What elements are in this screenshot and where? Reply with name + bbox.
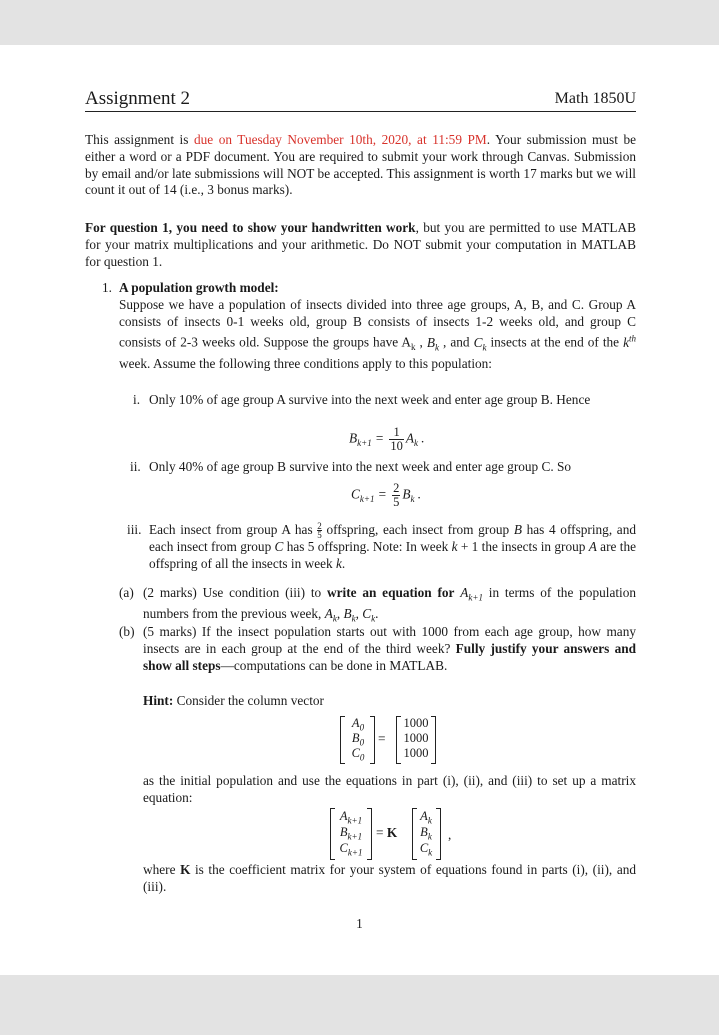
condition-iii: Each insect from group A has $\frac{2}{5}$ offspring, each insect from group B has 4 offspring, and each insect from group C has 5 offspring. Note: In week k + 1 the insects in group A are the offspring of all the insects in week k. [149, 521, 636, 572]
condition-i-label: i. [133, 392, 141, 407]
condition-i: Only 10% of age group A survive into the next week and enter age group B. Hence [149, 392, 591, 407]
question1-statement: A population growth model: Suppose we have a population of insects divided into three age groups, A, B, and C. Group A consists of insects 0-1 weeks old, group B consists of insects 1-2 weeks old, and group C consists of 2-3 weeks old. Suppose the groups have $A_k$ , $B_k$ , and $C_k$ insects at the end of the $k^{th}$ week. Assume the following three conditions apply to this population: [119, 280, 636, 372]
condition-ii: Only 40% of age group B survive into the next week and enter age group C. So [149, 459, 572, 474]
page-header [85, 88, 636, 112]
course-code: Math 1850U [554, 90, 636, 107]
condition-ii-label: ii. [130, 459, 141, 474]
initial-value-b: 1000 [403, 731, 429, 745]
due-date: due on Tuesday November 10th, 2020, at 11:59 PM [193, 132, 487, 147]
part-a-label: (a) [119, 585, 134, 600]
intro-paragraph: This assignment is due on Tuesday November 10th, 2020, at 11:59 PM. Your submission must be either a word or a PDF document. You are required to submit your work through Canvas. Submission by email and/or late submissions will NOT be accepted. This assignment is worth 17 marks but we will count it out of 14 (i.e., 3 bonus marks). [85, 132, 636, 198]
equals-k: = K [376, 825, 398, 840]
vector-a-k1: $A_{k+1}$ [339, 809, 363, 826]
vector-b-k: $B_k$ [420, 825, 432, 842]
vector-c-k1: $C_{k+1}$ [339, 841, 363, 858]
vector-c-k: $C_k$ [419, 841, 433, 858]
question1-instructions: For question 1, you need to show your handwritten work, but you are permitted to use MATLAB for your matrix multiplications and your arithmetic. Do NOT submit your computation in MATLAB for question 1. [85, 220, 637, 269]
equals-sign: = [378, 731, 386, 746]
assignment-title: Assignment 2 [85, 88, 191, 109]
after-vector-text: as the initial population and use the equations in part (i), (ii), and (iii) to set up a matrix equation: [143, 773, 636, 805]
question1-number: 1. [102, 280, 112, 295]
equation-c: $C_{k+1}$ = $\frac{2}{5}$ $B_k$ . [351, 481, 422, 509]
document-page [0, 45, 719, 975]
equation-comma: , [448, 827, 452, 842]
equation-b: $B_{k+1}$ = $\frac{1}{10}$ $A_k$ . [349, 425, 425, 453]
right-bracket [367, 808, 372, 860]
vector-b0: $B_0$ [351, 731, 365, 748]
initial-value-a: 1000 [403, 716, 429, 730]
part-b-label: (b) [119, 624, 135, 639]
vector-c0: $C_0$ [351, 746, 365, 763]
initial-value-c: 1000 [403, 746, 429, 760]
vector-a-k: $A_k$ [420, 809, 432, 826]
hint-line: Hint: Consider the column vector [143, 693, 324, 708]
right-bracket [436, 808, 441, 860]
header-rule [85, 111, 636, 112]
page-number: 1 [356, 916, 363, 931]
right-bracket [431, 716, 436, 764]
left-bracket [340, 716, 345, 764]
vector-b-k1: $B_{k+1}$ [339, 825, 363, 842]
part-b: (5 marks) If the insect population starts out with 1000 from each age group, how many insects are in each group at the end of the third week? Fully justify your answers and show all steps—computations can be done in MATLAB. [143, 624, 637, 673]
part-a: (2 marks) Use condition (iii) to write an equation for $A_{k+1}$ in terms of the population numbers from the previous week, $A_k$, $B_k$, $C_k$. [143, 585, 637, 625]
condition-iii-label: iii. [127, 522, 142, 537]
right-bracket [370, 716, 375, 764]
question1-title: A population growth model: [119, 280, 279, 295]
hint-label: Hint: [143, 693, 174, 708]
vector-a0: $A_0$ [351, 716, 365, 733]
closing-text: where K is the coefficient matrix for your system of equations found in parts (i), (ii), and (iii). [143, 862, 637, 894]
